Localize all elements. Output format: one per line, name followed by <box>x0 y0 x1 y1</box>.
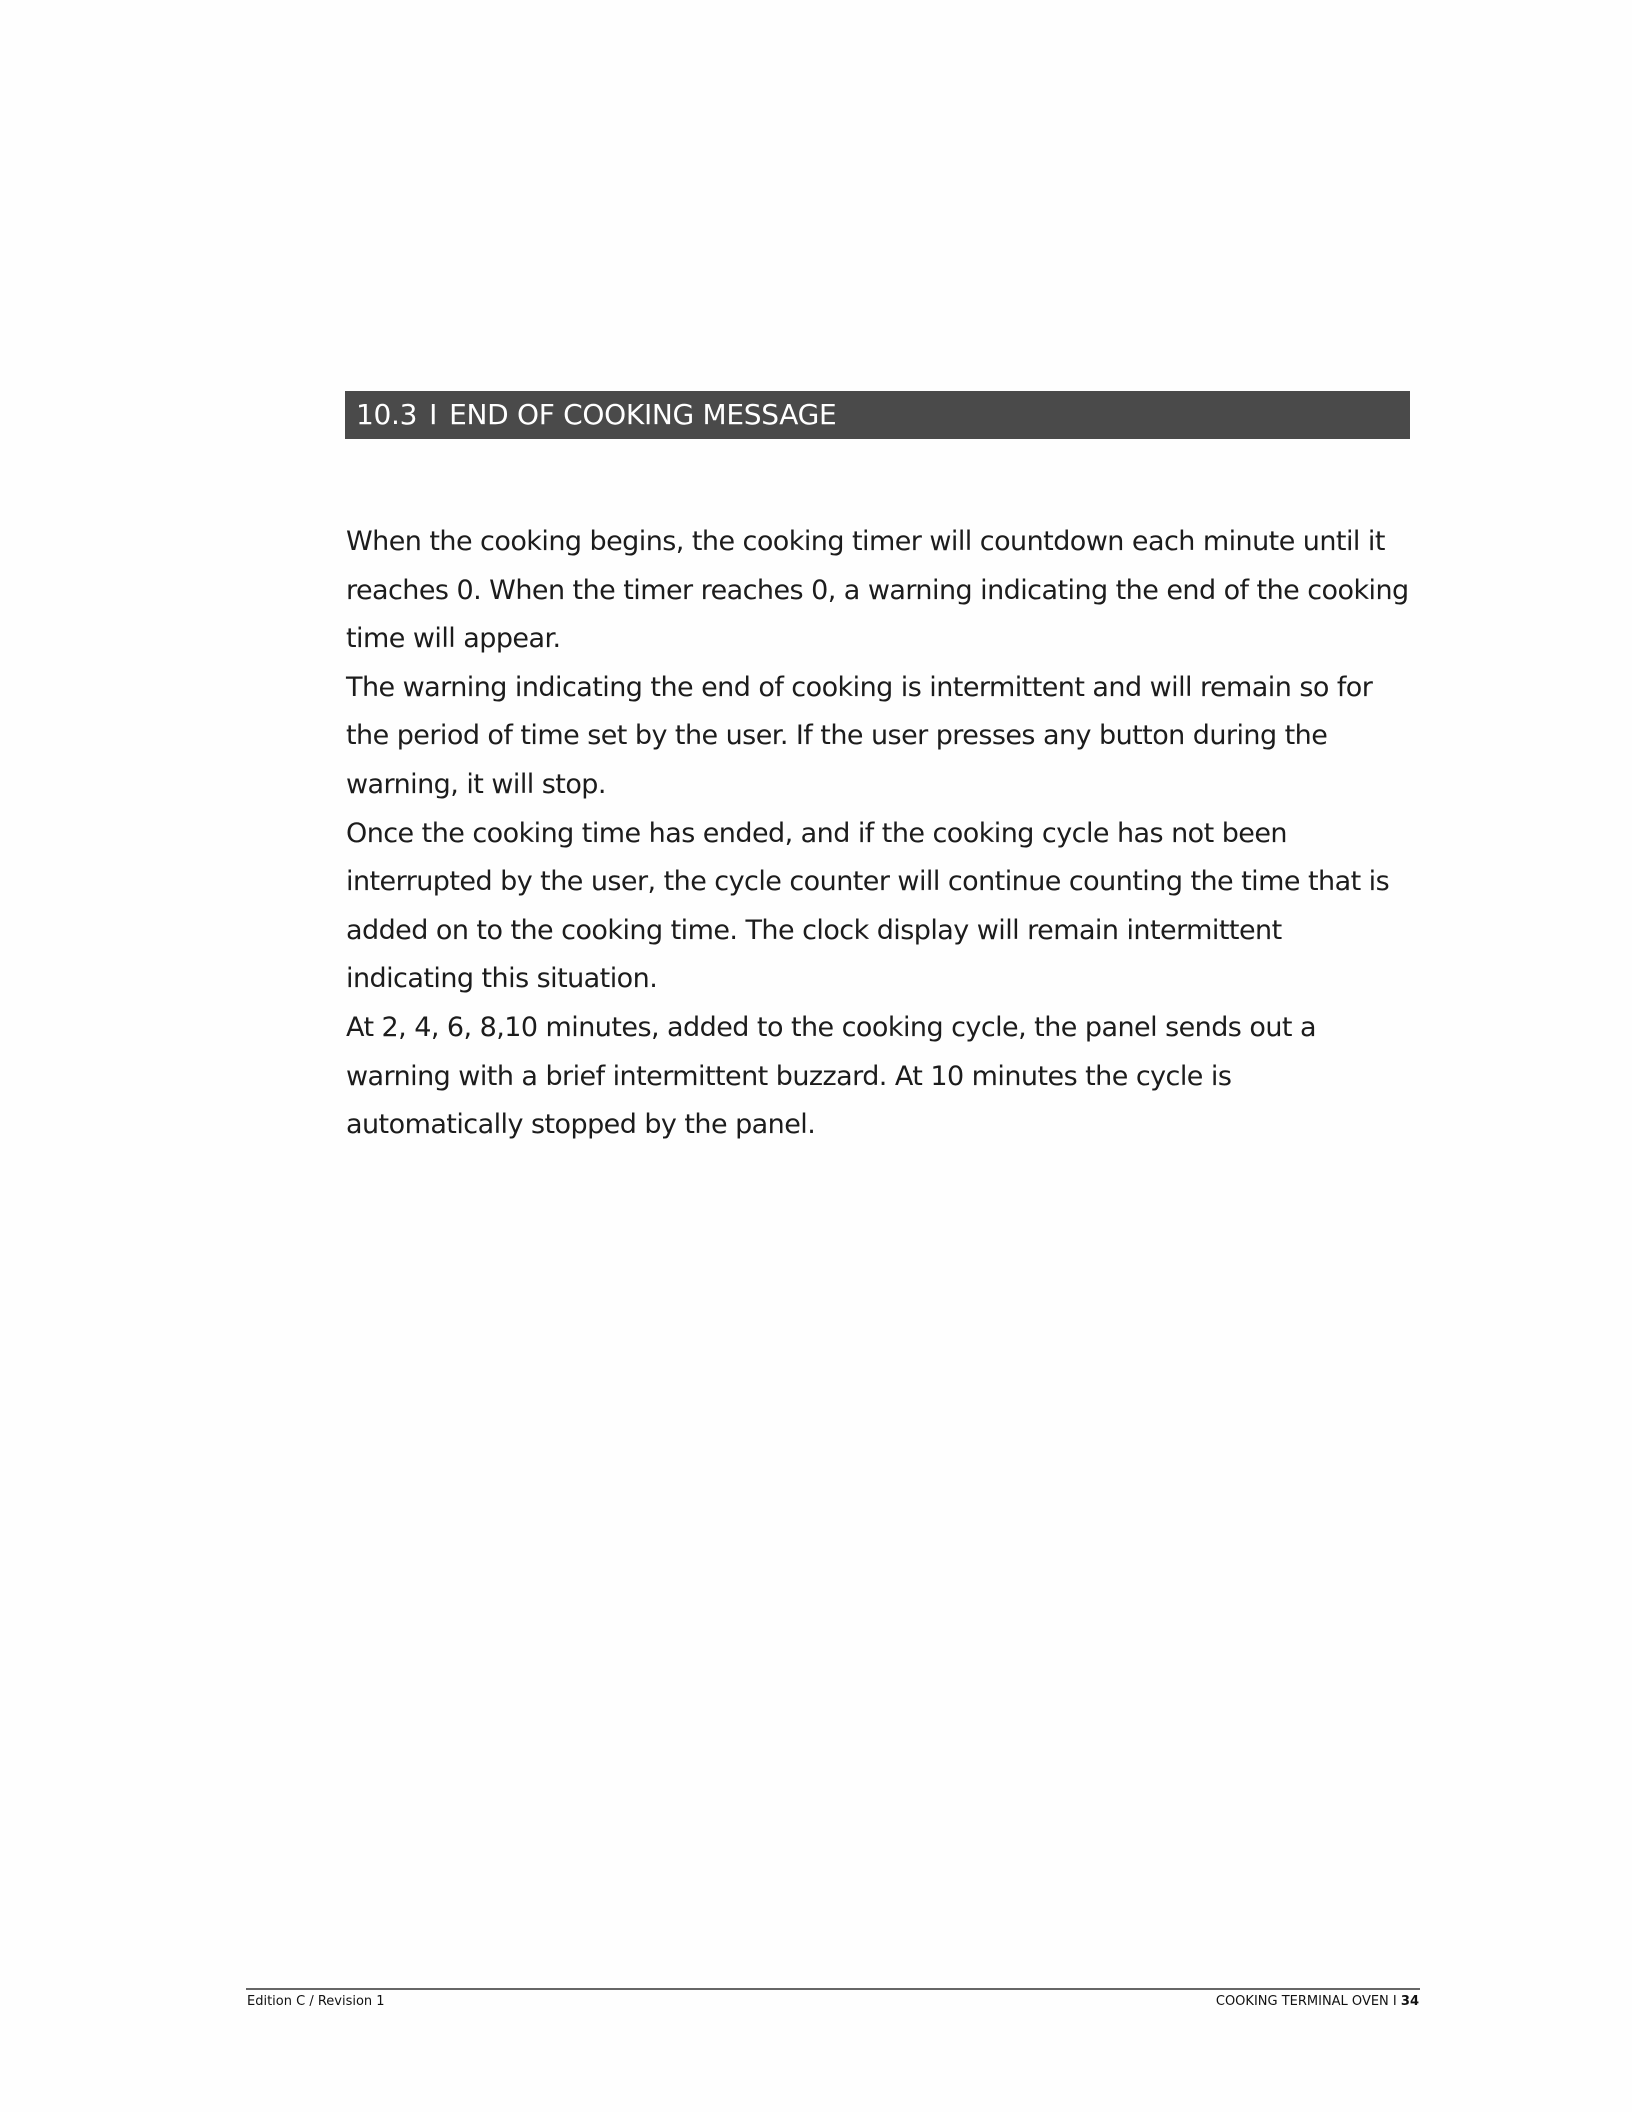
footer-document-title: COOKING TERMINAL OVEN <box>1215 1994 1389 2009</box>
footer-divider <box>246 1988 1420 1990</box>
footer-separator: I <box>1392 1994 1397 2009</box>
body-text <box>346 518 1416 1150</box>
paragraph-3: Once the cooking time has ended, and if the cooking cycle has not been interrupted by the user, the cycle counter will continue counting the time that is added on to the cooking time. The clock display will remain intermittent indicating this situation. <box>346 817 1390 995</box>
paragraph-2: The warning indicating the end of cooking is intermittent and will remain so for the period of time set by the user. If the user presses any button during the warning, it will stop. <box>346 671 1373 800</box>
section-number: 10.3 <box>356 398 418 431</box>
paragraph-1: When the cooking begins, the cooking timer will countdown each minute until it reaches 0. When the timer reaches 0, a warning indicating the end of the cooking time will appear. <box>346 526 1409 655</box>
page-number: 34 <box>1400 1994 1419 2009</box>
section-title: END OF COOKING MESSAGE <box>449 398 837 431</box>
footer-edition: Edition C / Revision 1 <box>247 1994 385 2009</box>
footer-page-info <box>1216 1994 1419 2009</box>
section-separator: I <box>429 398 438 431</box>
section-header <box>345 391 1410 439</box>
paragraph-4: At 2, 4, 6, 8,10 minutes, added to the cooking cycle, the panel sends out a warning with a brief intermittent buzzard. At 10 minutes the cycle is automatically stopped by the panel. <box>346 1011 1316 1141</box>
